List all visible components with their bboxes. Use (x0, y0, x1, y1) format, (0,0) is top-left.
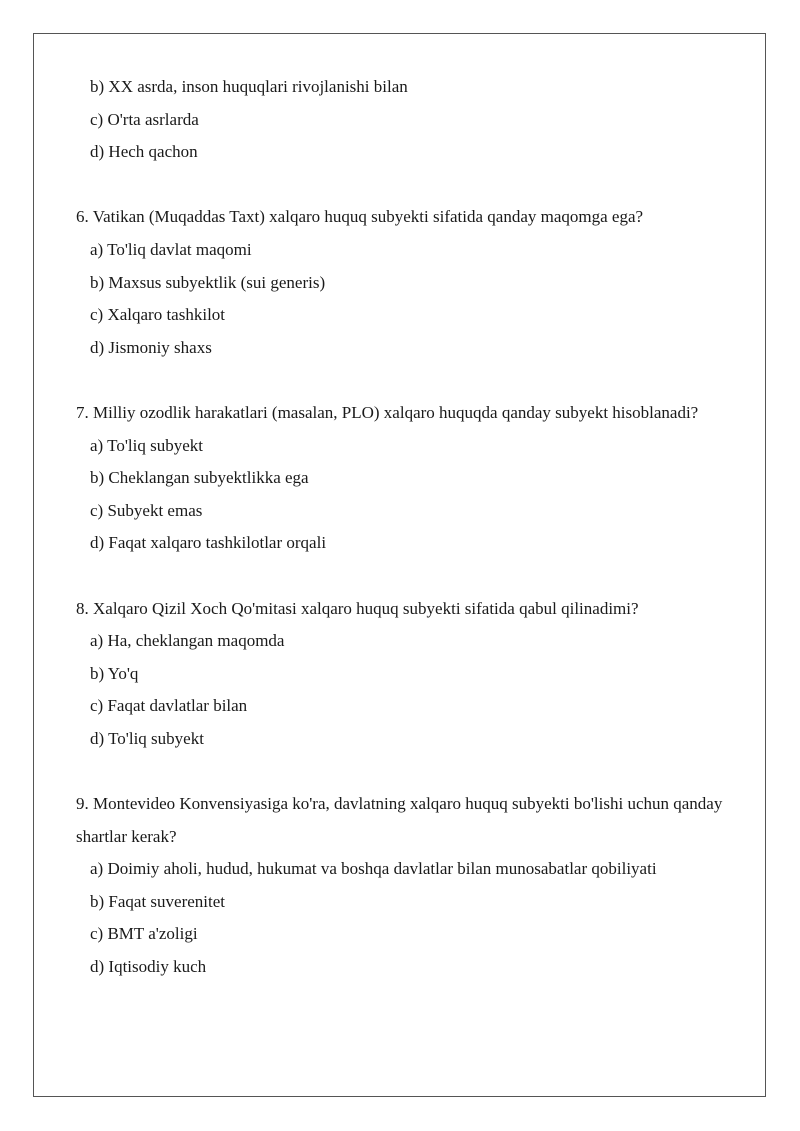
option-9d: d) Iqtisodiy kuch (90, 957, 207, 977)
question-9 (76, 788, 736, 984)
option-7d: d) Faqat xalqaro tashkilotlar orqali (90, 533, 327, 553)
question-9-text: 9. Montevideo Konvensiyasiga ko'ra, davlatning xalqaro huquq subyekti bo'lishi uchun qanday shartlar kerak? (76, 794, 723, 846)
option-7a: a) To'liq subyekt (90, 435, 203, 455)
question-7 (76, 397, 736, 560)
option-6b: b) Maxsus subyektlik (sui generis) (90, 272, 326, 292)
quiz-content (76, 71, 736, 984)
question-8-text: 8. Xalqaro Qizil Xoch Qo'mitasi xalqaro huquq subyekti sifatida qabul qilinadimi? (76, 598, 639, 618)
option-5b: b) XX asrda, inson huquqlari rivojlanishi bilan (90, 77, 408, 96)
question-5-continuation (76, 71, 736, 169)
option-9a: a) Doimiy aholi, hudud, hukumat va boshqa davlatlar bilan munosabatlar qobiliyati (90, 859, 657, 879)
option-6a: a) To'liq davlat maqomi (90, 239, 252, 259)
option-8b: b) Yo'q (90, 663, 139, 683)
question-6-text: 6. Vatikan (Muqaddas Taxt) xalqaro huquq subyekti sifatida qanday maqomga ega? (76, 207, 644, 227)
option-5c: c) O'rta asrlarda (90, 109, 199, 129)
option-9b: b) Faqat suverenitet (90, 891, 226, 911)
option-7c: c) Subyekt emas (90, 500, 203, 520)
option-9c: c) BMT a'zoligi (90, 924, 198, 944)
option-6d: d) Jismoniy shaxs (90, 337, 212, 357)
option-6c: c) Xalqaro tashkilot (90, 305, 226, 325)
option-7b: b) Cheklangan subyektlikka ega (90, 468, 309, 488)
question-7-text: 7. Milliy ozodlik harakatlari (masalan, PLO) xalqaro huquqda qanday subyekt hisoblanadi? (76, 402, 699, 422)
option-8a: a) Ha, cheklangan maqomda (90, 631, 285, 651)
option-5d: d) Hech qachon (90, 142, 198, 162)
question-6 (76, 201, 736, 364)
question-8 (76, 593, 736, 756)
option-8c: c) Faqat davlatlar bilan (90, 696, 248, 716)
option-8d: d) To'liq subyekt (90, 728, 204, 748)
